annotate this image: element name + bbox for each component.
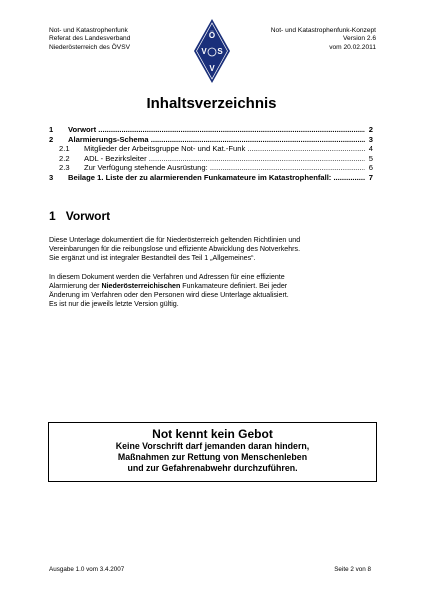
- footer-edition: Ausgabe 1.0 vom 3.4.2007: [49, 566, 125, 573]
- toc-entry-text: Zur Verfügung stehende Ausrüstung: .....: [84, 163, 365, 172]
- toc-entry[interactable]: [49, 125, 373, 135]
- toc-entry-page: 4: [368, 144, 373, 154]
- table-of-contents: [49, 125, 373, 183]
- paragraph-line: Vereinbarungen für die reibungslose und effiziente Abwicklung des Notverkehrs.: [49, 245, 301, 253]
- toc-entry[interactable]: [49, 173, 373, 183]
- logo-letter-4: V: [209, 64, 215, 73]
- toc-entry-number: 3: [49, 172, 54, 182]
- header-org-line-1: Not- und Katastrophenfunk: [49, 27, 128, 34]
- toc-entry-number: 2.2: [59, 153, 70, 163]
- toc-title: Inhaltsverzeichnis: [146, 95, 277, 112]
- motto-line: Maßnahmen zur Rettung von Menschenleben: [117, 452, 308, 462]
- logo-letter-3: S: [217, 47, 223, 56]
- toc-entry-page: 3: [368, 134, 373, 144]
- header-version: Version 2.6: [343, 35, 376, 43]
- paragraph-text: Alarmierung der: [49, 282, 102, 290]
- header-date: vom 20.02.2011: [329, 43, 376, 51]
- paragraph-line: In diesem Dokument werden die Verfahren und Adressen für eine effiziente: [49, 273, 285, 281]
- toc-entry-page: 5: [368, 153, 373, 163]
- paragraph-line: [49, 282, 379, 291]
- toc-entry-page: 6: [368, 163, 373, 173]
- toc-entry-text: Mitglieder der Arbeitsgruppe Not- und Kat.-Funk .....: [84, 144, 365, 153]
- toc-entry-text: Vorwort .....: [68, 125, 365, 134]
- scope-paragraph: [49, 273, 379, 309]
- paragraph-line: Diese Unterlage dokumentiert die für Niederösterreich geltenden Richtlinien und: [49, 236, 301, 244]
- paragraph-line: Änderung im Verfahren oder den Personen wird diese Unterlage aktualisiert.: [49, 291, 289, 299]
- motto-line: und zur Gefahrenabwehr durchzuführen.: [127, 463, 298, 473]
- toc-entry[interactable]: [49, 144, 373, 154]
- footer-page-number: Seite 2 von 8: [334, 566, 371, 573]
- toc-entry-text: Beilage 1. Liste der zu alarmierenden Funkamateure im Katastrophenfall: .....: [68, 173, 365, 182]
- header-doc-title: Not- und Katastrophenfunk-Konzept: [270, 27, 376, 34]
- toc-entry[interactable]: [49, 163, 373, 173]
- toc-entry-text: Alarmierungs-Schema .....: [68, 135, 365, 144]
- logo-letter-1: Ö: [208, 31, 216, 40]
- paragraph-line: Es ist nur die jeweils letzte Version gültig.: [49, 300, 179, 308]
- toc-entry-page: 2: [368, 125, 373, 134]
- toc-entry-text: ADL - Bezirksleiter .....: [84, 154, 365, 163]
- header-org-line-2: Referat des Landesverband: [49, 35, 131, 43]
- section-title: Vorwort: [65, 209, 111, 223]
- emphasis-text: Niederösterreichischen: [101, 282, 181, 290]
- toc-entry-number: 2: [49, 134, 54, 144]
- header-right: [271, 27, 376, 52]
- paragraph-text: Funkamateure definiert. Bei jeder: [180, 282, 288, 290]
- oevsv-logo: [193, 18, 231, 84]
- toc-entry-page: 7: [368, 172, 373, 182]
- section-heading: [49, 209, 110, 223]
- toc-entry-number: 2.3: [59, 163, 70, 173]
- motto-box: [48, 422, 377, 482]
- section-number: 1: [49, 209, 56, 223]
- motto-title: Not kennt kein Gebot: [152, 427, 273, 441]
- header-org-line-3: Niederösterreich des ÖVSV: [49, 43, 130, 51]
- intro-paragraph: [49, 236, 379, 263]
- toc-entry[interactable]: [49, 135, 373, 145]
- toc-entry-number: 2.1: [59, 144, 70, 154]
- toc-entry-number: 1: [49, 125, 54, 134]
- toc-entry[interactable]: [49, 154, 373, 164]
- logo-letter-2: V: [201, 47, 207, 56]
- paragraph-line: Sie ergänzt und ist integraler Bestandteil des Teil 1 „Allgemeines“.: [49, 254, 256, 262]
- header-left: [49, 27, 130, 52]
- motto-line: Keine Vorschrift darf jemanden daran hindern,: [115, 441, 310, 451]
